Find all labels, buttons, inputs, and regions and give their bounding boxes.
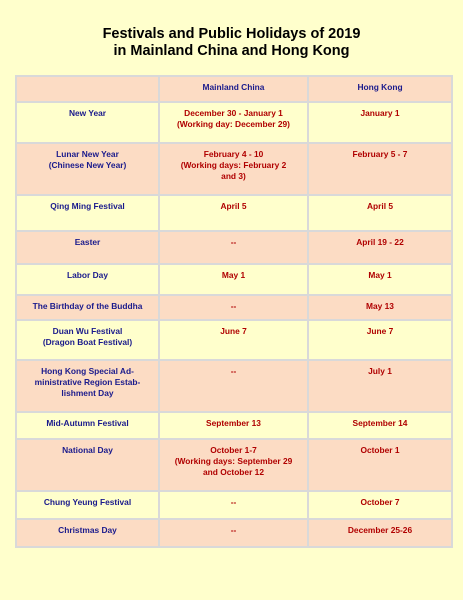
mainland-cell: September 13 xyxy=(159,412,308,439)
hongkong-cell: June 7 xyxy=(308,320,452,360)
festival-cell: Hong Kong Special Ad- ministrative Region Estab- lishment Day xyxy=(16,360,159,412)
table-row xyxy=(16,519,452,547)
table-row xyxy=(16,491,452,519)
table-row xyxy=(16,439,452,491)
festival-cell: Chung Yeung Festival xyxy=(16,491,159,519)
festival-cell: Lunar New Year (Chinese New Year) xyxy=(16,143,159,195)
table-row xyxy=(16,102,452,143)
mainland-cell: -- xyxy=(159,295,308,320)
header-festival xyxy=(16,76,159,102)
hongkong-cell: October 1 xyxy=(308,439,452,491)
table-row xyxy=(16,264,452,295)
festival-cell: Mid-Autumn Festival xyxy=(16,412,159,439)
table-row xyxy=(16,143,452,195)
mainland-cell: February 4 - 10 (Working days: February 2 and 3) xyxy=(159,143,308,195)
festival-cell: The Birthday of the Buddha xyxy=(16,295,159,320)
hongkong-cell: January 1 xyxy=(308,102,452,143)
festival-cell: Christmas Day xyxy=(16,519,159,547)
hongkong-cell: July 1 xyxy=(308,360,452,412)
table-row xyxy=(16,231,452,264)
mainland-cell: April 5 xyxy=(159,195,308,231)
header-mainland-china: Mainland China xyxy=(159,76,308,102)
table-row xyxy=(16,360,452,412)
table-row xyxy=(16,412,452,439)
festival-cell: Qing Ming Festival xyxy=(16,195,159,231)
hongkong-cell: October 7 xyxy=(308,491,452,519)
table-row xyxy=(16,320,452,360)
title-line-2: in Mainland China and Hong Kong xyxy=(113,43,350,59)
table-row xyxy=(16,295,452,320)
mainland-cell: October 1-7 (Working days: September 29 and October 12 xyxy=(159,439,308,491)
table-row xyxy=(16,195,452,231)
mainland-cell: June 7 xyxy=(159,320,308,360)
hongkong-cell: February 5 - 7 xyxy=(308,143,452,195)
mainland-cell: -- xyxy=(159,231,308,264)
hongkong-cell: May 1 xyxy=(308,264,452,295)
page-title xyxy=(0,26,463,60)
festival-cell: Duan Wu Festival (Dragon Boat Festival) xyxy=(16,320,159,360)
festival-cell: New Year xyxy=(16,102,159,143)
holidays-table xyxy=(15,75,453,548)
mainland-cell: -- xyxy=(159,519,308,547)
hongkong-cell: December 25-26 xyxy=(308,519,452,547)
mainland-cell: -- xyxy=(159,491,308,519)
mainland-cell: December 30 - January 1 (Working day: December 29) xyxy=(159,102,308,143)
festival-cell: National Day xyxy=(16,439,159,491)
title-line-1: Festivals and Public Holidays of 2019 xyxy=(102,26,361,42)
hongkong-cell: April 19 - 22 xyxy=(308,231,452,264)
hongkong-cell: April 5 xyxy=(308,195,452,231)
header-hong-kong: Hong Kong xyxy=(308,76,452,102)
hongkong-cell: May 13 xyxy=(308,295,452,320)
header-row xyxy=(16,76,452,102)
festival-cell: Labor Day xyxy=(16,264,159,295)
festival-cell: Easter xyxy=(16,231,159,264)
mainland-cell: May 1 xyxy=(159,264,308,295)
mainland-cell: -- xyxy=(159,360,308,412)
hongkong-cell: September 14 xyxy=(308,412,452,439)
